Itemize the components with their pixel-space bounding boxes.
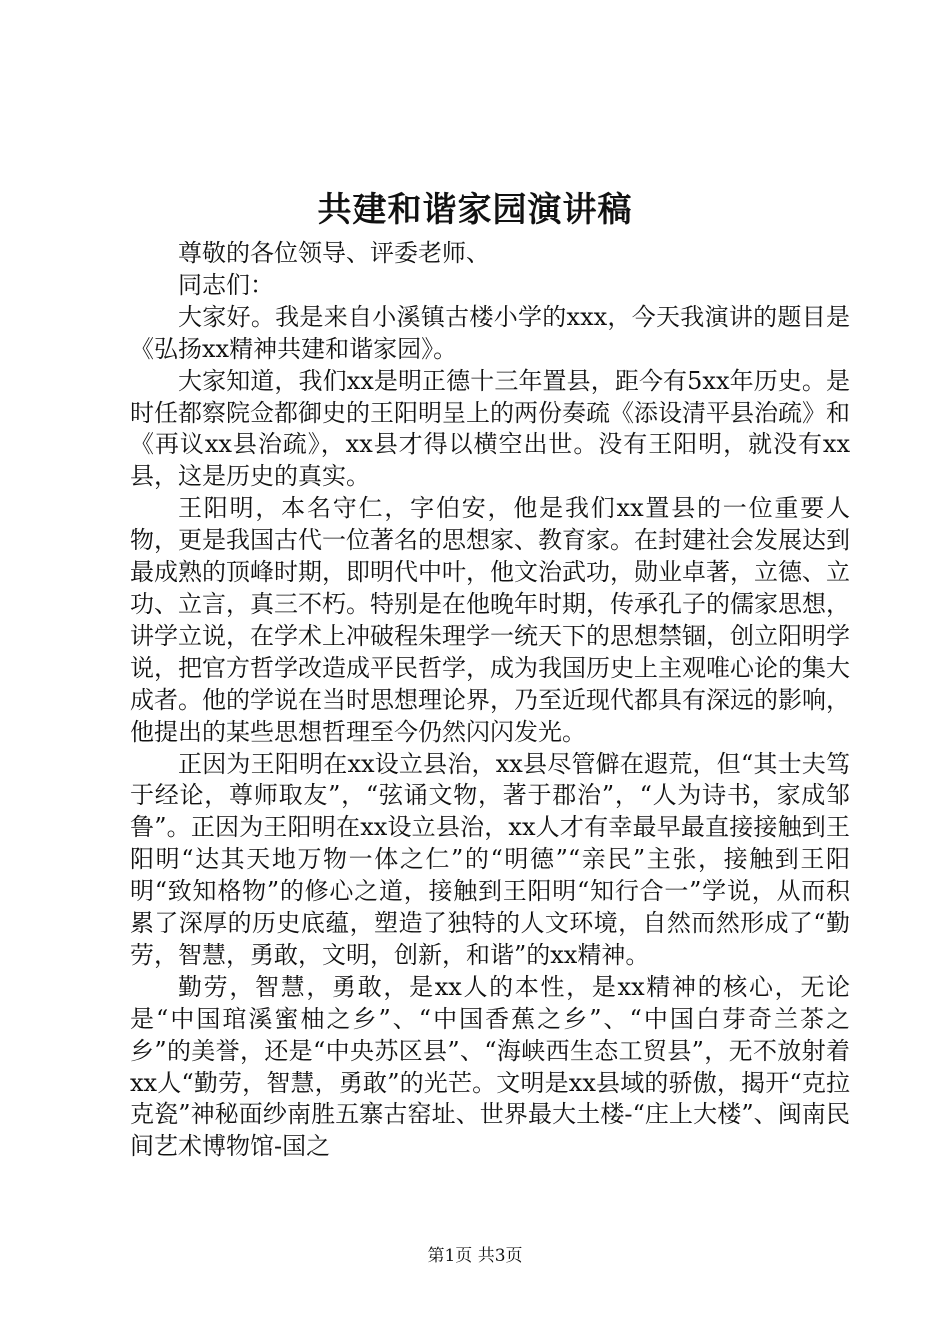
document-title: 共建和谐家园演讲稿 (317, 190, 633, 230)
document-body (130, 238, 850, 1163)
salutation-line-1: 尊敬的各位领导、评委老师、 (178, 239, 490, 267)
salutation-line-2: 同志们： (178, 270, 274, 299)
paragraph-wang-yangming: 王阳明，本名守仁，字伯安，他是我们xx置县的一位重要人物，更是我国古代一位著名的思想家、教育家。在封建社会发展达到最成熟的顶峰时期，即明代中叶，他文治武功，勋业卓著，立德、立功、立言，真三不朽。特别是在他晚年时期，传承孔子的儒家思想，讲学立说，在学术上冲破程朱理学一统天下的思想禁锢，创立阳明学说，把官方哲学改造成平民哲学，成为我国历史上主观唯心论的集大成者。他的学说在当时思想理论界，乃至近现代都具有深远的影响，他提出的某些思想哲理至今仍然闪闪发光。 (130, 494, 850, 746)
page-footer: 第1页 共3页 (427, 1246, 523, 1266)
paragraph-county-spirit: 正因为王阳明在xx设立县治，xx县尽管僻在遐荒，但“其士夫笃于经论，尊师取友”，“弦诵文物，著于郡治”，“人为诗书，家成邹鲁”。正因为王阳明在xx设立县治，xx人才有幸最早最直接接触到王阳明“达其天地万物一体之仁”的“明德”“亲民”主张，接触到王阳明“致知格物”的修心之道，接触到王阳明“知行合一”学说，从而积累了深厚的历史底蕴，塑造了独特的人文环境，自然而然形成了“勤劳，智慧，勇敢，文明，创新，和谐”的xx精神。 (130, 749, 850, 969)
paragraph-spirit-core: 勤劳，智慧，勇敢，是xx人的本性，是xx精神的核心，无论是“中国琯溪蜜柚之乡”、“中国香蕉之乡”、“中国白芽奇兰茶之乡”的美誉，还是“中央苏区县”、“海峡西生态工贸县”，无不放射着xx人“勤劳，智慧，勇敢”的光芒。文明是xx县域的骄傲，揭开“克拉克瓷”神秘面纱南胜五寨古窑址、世界最大土楼-“庄上大楼”、闽南民间艺术博物馆-国之 (130, 972, 850, 1161)
paragraph-history: 大家知道，我们xx是明正德十三年置县，距今有5xx年历史。是时任都察院佥都御史的王阳明呈上的两份奏疏《添设清平县治疏》和《再议xx县治疏》，xx县才得以横空出世。没有王阳明，就没有xx县，这是历史的真实。 (130, 366, 850, 491)
paragraph-greeting: 大家好。我是来自小溪镇古楼小学的xxx，今天我演讲的题目是《弘扬xx精神共建和谐家园》。 (130, 302, 850, 363)
